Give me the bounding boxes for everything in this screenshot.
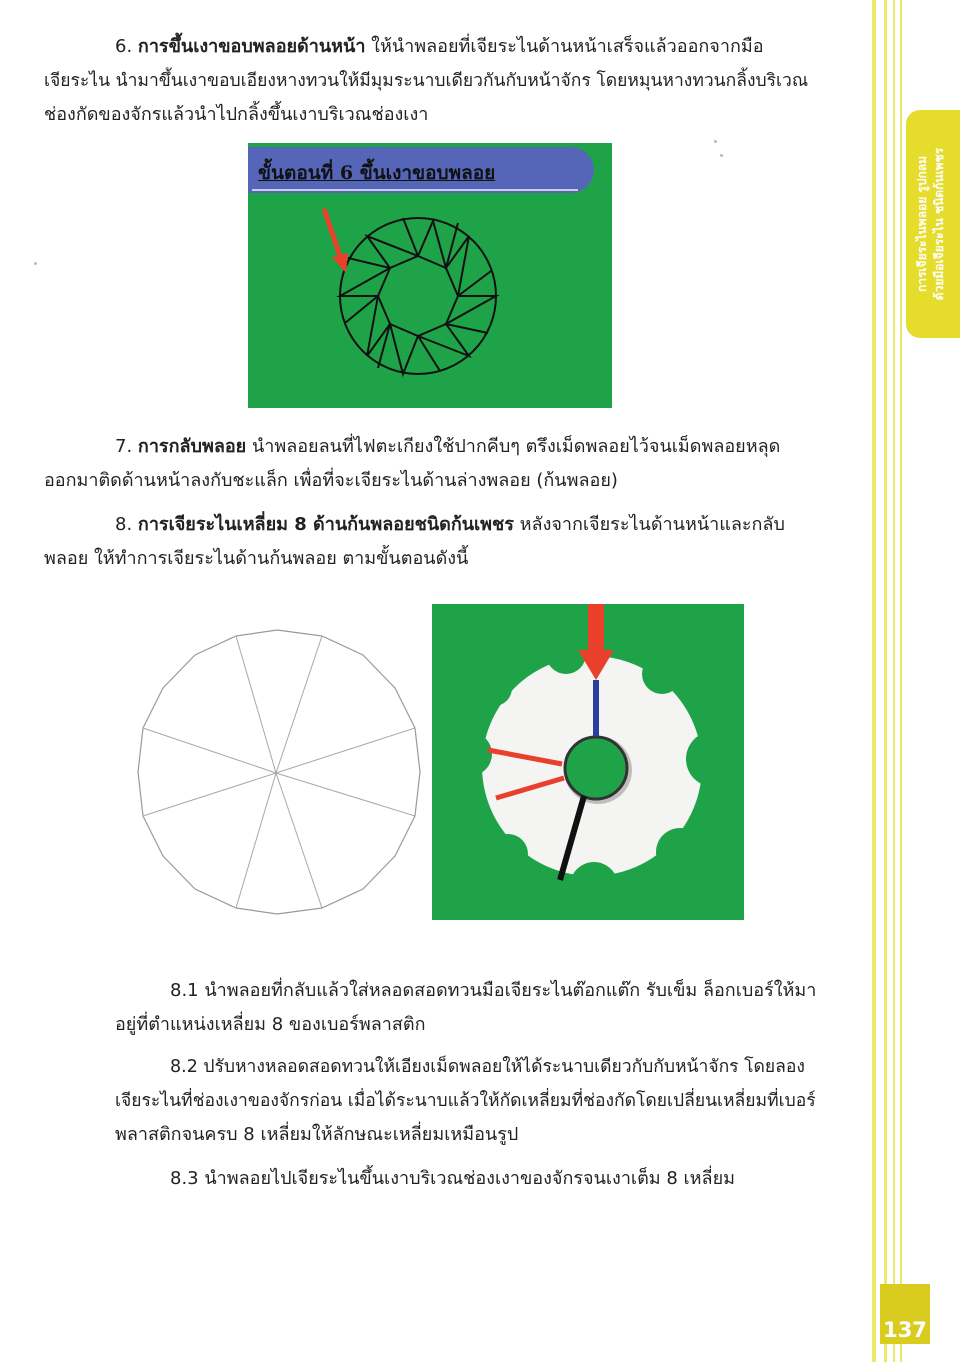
rail-line (900, 0, 902, 1362)
plastic-index-dial-photo (432, 604, 744, 920)
paragraph-6-line2: เจียระไน นำมาขึ้นเงาขอบเอียงหางทวนให้มีมุมระนาบเดียวกันกับหน้าจักร โดยหมุนหางทวนกลิ้งบริเวณ (44, 71, 809, 91)
rail-line (884, 0, 887, 1362)
paragraph-8-2-line3: พลาสติกจนครบ 8 เหลี่ยมให้ลักษณะเหลี่ยมเหมือนรูป (115, 1124, 519, 1145)
paragraph-8-number: 8. (115, 514, 133, 535)
red-arrow-icon (324, 209, 348, 273)
plastic-index-dial-illustration (432, 604, 744, 920)
figure-step6-title: ขั้นตอนที่ 6 ขึ้นเงาขอบพลอย (258, 162, 496, 184)
chapter-tab-line1: การเจียระไนพลอย รูปกลม (915, 156, 929, 293)
paragraph-8-line2: พลอย ให้ทำการเจียระไนด้านก้นพลอย ตามขั้นตอนดังนี้ (44, 548, 469, 569)
paragraph-8-text: หลังจากเจียระไนด้านหน้าและกลับ (519, 514, 785, 535)
chapter-tab-text (914, 114, 948, 334)
round-brilliant-crown-diagram (248, 143, 612, 408)
paragraph-7-text: นำพลอยลนที่ไฟตะเกียงใช้ปากคีบๆ ตรึงเม็ดพลอยไว้จนเม็ดพลอยหลุด (251, 436, 781, 457)
chapter-tab-line2: ด้วยมือเจียระไน ชนิดก้นเพชร (932, 147, 946, 301)
scan-speck (714, 140, 717, 143)
paragraph-6-number: 6. (115, 36, 133, 57)
rail-line (893, 0, 895, 1362)
paragraph-8-heading: การเจียระไนเหลี่ยม 8 ด้านก้นพลอยชนิดก้นเพชร (137, 514, 514, 535)
paragraph-7-heading: การกลับพลอย (137, 436, 247, 457)
paragraph-6-line3: ช่องกัดของจักรแล้วนำไปกลิ้งขึ้นเงาบริเวณช่องเงา (44, 104, 429, 125)
rail-line (872, 0, 876, 1362)
scan-speck (720, 154, 723, 157)
page-number: 137 (883, 1318, 927, 1342)
paragraph-7-line2: ออกมาติดด้านหน้าลงกับชะแล็ก เพื่อที่จะเจียระไนด้านล่างพลอย (ก้นพลอย) (44, 470, 618, 491)
paragraph-8-2-line1: 8.2 ปรับหางหลอดสอดทวนให้เอียงเม็ดพลอยให้ได้ระนาบเดียวกับกับหน้าจักร โดยลอง (170, 1057, 805, 1077)
paragraph-8-1-line1: 8.1 นำพลอยที่กลับแล้วใส่หลอดสอดทวนมือเจียระไนต๊อกแต๊ก รับเข็ม ล็อกเบอร์ให้มา (170, 980, 817, 1001)
pavilion-8-facet-diagram (137, 628, 421, 916)
paragraph-6-text: ให้นำพลอยที่เจียระไนด้านหน้าเสร็จแล้วออกจากมือ (371, 36, 764, 57)
paragraph-8-3-line1: 8.3 นำพลอยไปเจียระไนขึ้นเงาบริเวณช่องเงาของจักรจนเงาเต็ม 8 เหลี่ยม (170, 1168, 735, 1189)
paragraph-6-heading: การขึ้นเงาขอบพลอยด้านหน้า (137, 36, 366, 57)
paragraph-8-1-line2: อยู่ที่ตำแหน่งเหลี่ยม 8 ของเบอร์พลาสติก (115, 1014, 426, 1035)
paragraph-6-line1 (115, 30, 764, 64)
scan-speck (34, 262, 37, 265)
paragraph-8-line1 (115, 508, 785, 542)
pavilion-main-facet-lines (143, 636, 415, 908)
paragraph-7-line1 (115, 430, 780, 464)
figure-step6 (248, 143, 612, 408)
paragraph-7-number: 7. (115, 436, 133, 457)
paragraph-8-2-line2: เจียระไนที่ช่องเงาของจักรก่อน เมื่อได้ระนาบแล้วให้กัดเหลี่ยมที่ช่องกัดโดยเปลี่ยนเหลี่ยมที่เบอร์ (115, 1091, 816, 1111)
